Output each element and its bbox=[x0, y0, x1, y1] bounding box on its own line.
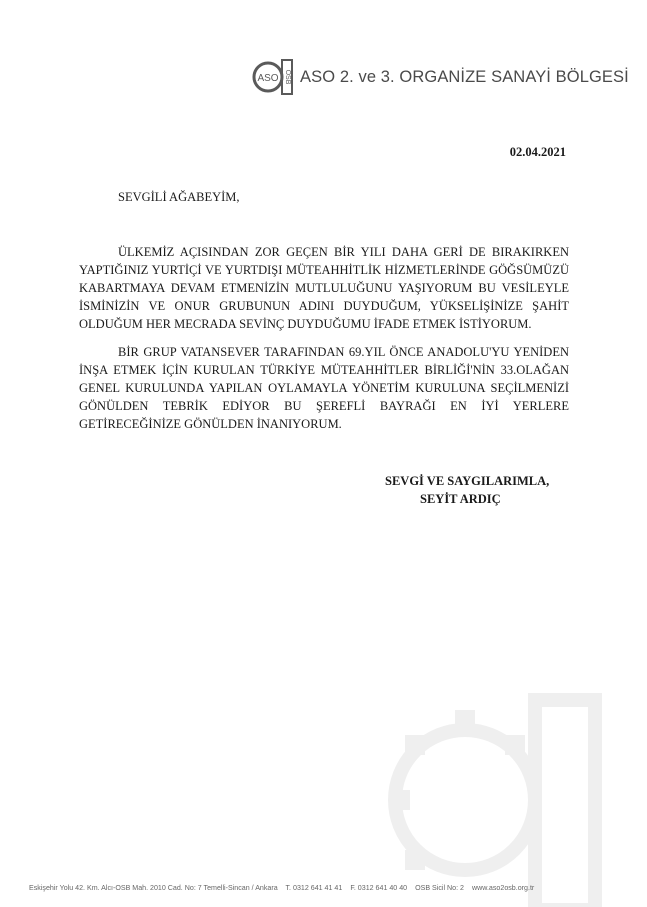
paragraph-1: ÜLKEMİZ AÇISINDAN ZOR GEÇEN BİR YILI DAHA GERİ DE BIRAKIRKEN YAPTIĞINIZ YURTİÇİ VE YURTDIŞI MÜTEAHHİTLİK HİZMETLERİNDE GÖĞSÜMÜZÜ KABARTMAYA DEVAM ETMENİZİN MUTLULUĞUNU YAŞIYORUM BU VESİLEYLE İSMİNİZİN VE ONUR GRUBUNUN ADINI DUYDUĞUM, YÜKSELİŞİNİZE ŞAHİT OLDUĞUM HER MECRADA SEVİNÇ DUYDUĞUMU İFADE ETMEK İSTİYORUM. bbox=[79, 245, 569, 331]
footer-fax: F. 0312 641 40 40 bbox=[350, 884, 408, 892]
salutation: SEVGİLİ AĞABEYİM, bbox=[118, 190, 240, 204]
organization-name: ASO 2. ve 3. ORGANİZE SANAYİ BÖLGESİ bbox=[300, 67, 629, 86]
footer bbox=[29, 884, 540, 892]
watermark-gear-icon bbox=[385, 680, 647, 907]
letterhead bbox=[252, 58, 629, 96]
footer-address: Eskişehir Yolu 42. Km. Alcı-OSB Mah. 2010 Cad. No: 7 Temelli-Sincan / Ankara bbox=[29, 884, 278, 892]
footer-website: www.aso2osb.org.tr bbox=[471, 884, 535, 892]
closing-block bbox=[385, 472, 549, 508]
footer-phone: T. 0312 641 41 41 bbox=[285, 884, 343, 892]
logo-text-left: ASO bbox=[257, 73, 279, 84]
paragraph-2: BİR GRUP VATANSEVER TARAFINDAN 69.YIL ÖNCE ANADOLU'YU YENİDEN İNŞA ETMEK İÇİN KURULAN TÜRKİYE MÜTEAHHİTLER BİRLİĞİ'NİN 33.OLAĞAN GENEL KURULUNDA YAPILAN OYLAMAYLA YÖNETİM KURULUNA SEÇİLMENİZİ GÖNÜLDEN TEBRİK EDİYOR BU ŞEREFLİ BAYRAĞI EN İYİ YERLERE GETİRECEĞİNİZE GÖNÜLDEN İNANIYORUM. bbox=[79, 345, 569, 431]
watermark-logo bbox=[385, 680, 647, 907]
logo-text-right: OSB bbox=[284, 69, 291, 85]
letter-date: 02.04.2021 bbox=[509, 145, 566, 159]
closing-line: SEVGİ VE SAYGILARIMLA, bbox=[385, 474, 550, 488]
footer-registry: OSB Sicil No: 2 bbox=[415, 884, 464, 892]
signer-name: SEYİT ARDIÇ bbox=[420, 492, 501, 506]
aso-osb-logo-icon bbox=[252, 57, 296, 97]
